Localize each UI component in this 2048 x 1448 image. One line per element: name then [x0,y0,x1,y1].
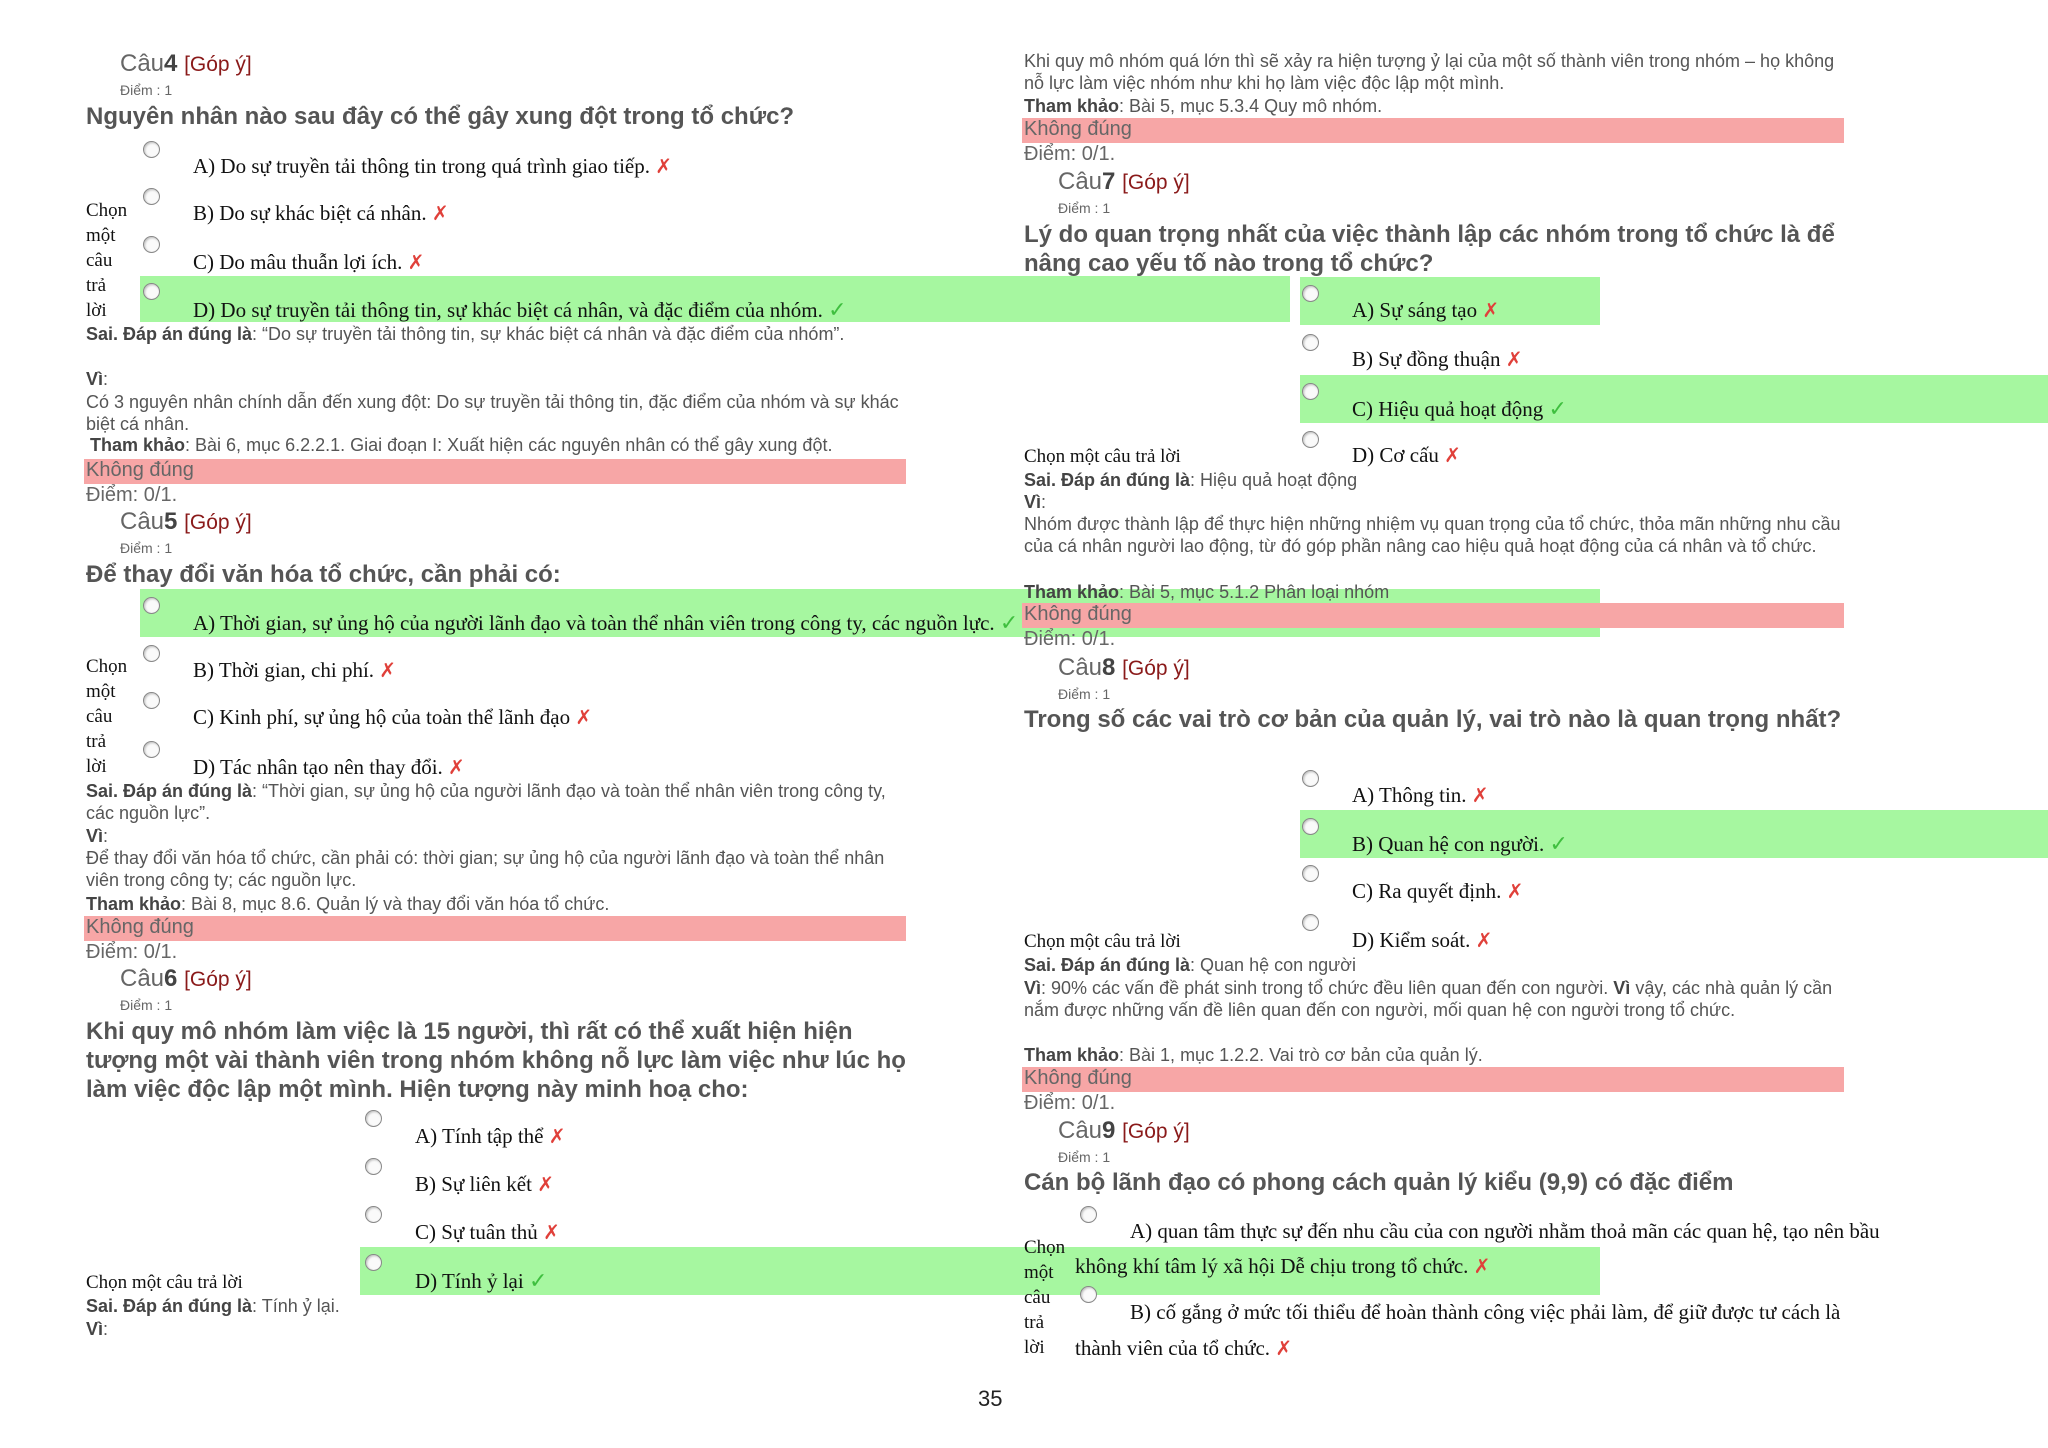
q7-answer-feedback: Sai. Đáp án đúng là: Hiệu quả hoạt động [1024,470,1358,490]
q7-choose-label: Chọn một câu trả lời [1024,446,1181,467]
q4-reference: Tham khảo: Bài 6, mục 6.2.2.1. Giai đoạn I: Xuất hiện các nguyên nhân có thể gây xung đột. [90,435,833,455]
q6-radio-c[interactable] [365,1206,382,1223]
q5-radio-c[interactable] [143,692,160,709]
q7-option-a: A) Sự sáng tạo ✗ [1352,298,1500,322]
q5-number: 5 [164,508,178,535]
q7-radio-d[interactable] [1302,431,1319,448]
q6-result-incorrect: Không đúng [1022,118,1844,143]
wrong-mark-icon: ✗ [1471,785,1489,807]
check-mark-icon: ✓ [1549,831,1568,856]
q9-radio-a[interactable] [1080,1206,1097,1223]
q5-radio-d[interactable] [143,741,160,758]
q4-radio-d[interactable] [143,283,160,300]
q6-option-c: C) Sự tuân thủ ✗ [415,1220,560,1244]
q7-vi-label: Vì: [1024,492,1047,512]
q9-header [1058,1117,1190,1145]
q4-number: 4 [164,50,178,77]
wrong-mark-icon: ✗ [379,660,397,682]
q7-radio-c[interactable] [1302,383,1319,400]
q9-feedback-link[interactable]: [Góp ý] [1122,1120,1190,1143]
q9-option-a: A) quan tâm thực sự đến nhu cầu của con người nhằm thoả mãn các quan hệ, tạo nên bầu [1130,1219,1880,1243]
wrong-mark-icon: ✗ [407,252,425,274]
q5-reference: Tham khảo: Bài 8, mục 8.6. Quản lý và thay đổi văn hóa tổ chức. [86,894,610,914]
q7-option-c: C) Hiệu quả hoạt động ✓ [1352,396,1567,421]
q8-result-incorrect: Không đúng [1022,1067,1844,1092]
q5-choose-label: Chọn một câu trả lời [86,656,128,777]
wrong-mark-icon: ✗ [1473,1256,1491,1278]
q4-answer-feedback: Sai. Đáp án đúng là: “Do sự truyền tải thông tin, sự khác biệt cá nhân và đặc điểm của nhóm”. [86,324,845,344]
page-number: 35 [978,1386,1003,1411]
q9-number: 9 [1102,1117,1116,1144]
wrong-mark-icon: ✗ [1506,881,1524,903]
q5-result-incorrect: Không đúng [84,916,906,941]
q4-cau-label: Câu [120,50,165,77]
wrong-mark-icon: ✗ [537,1174,554,1196]
q8-header [1058,654,1190,682]
q7-feedback-link[interactable]: [Góp ý] [1122,171,1190,194]
q7-explanation: Nhóm được thành lập để thực hiện những nhiệm vụ quan trọng của tổ chức, thỏa mãn những nhu cầu của cá nhân người lao động, từ đó góp phần nâng cao hiệu quả hoạt động của cá nhân và tổ chức. [1024,514,1841,556]
q7-question-title: Lý do quan trọng nhất của việc thành lập các nhóm trong tổ chức là để nâng cao yếu tố nào trong tổ chức? [1024,221,1835,277]
wrong-mark-icon: ✗ [431,203,449,225]
wrong-mark-icon: ✗ [1482,300,1500,322]
q5-question-title: Để thay đổi văn hóa tổ chức, cần phải có: [86,561,561,588]
q4-option-b: B) Do sự khác biệt cá nhân. ✗ [193,201,449,225]
q8-choose-label: Chọn một câu trả lời [1024,931,1181,952]
q6-number: 6 [164,965,178,992]
q4-question-title: Nguyên nhân nào sau đây có thể gây xung đột trong tổ chức? [86,103,795,130]
q8-option-b: B) Quan hệ con người. ✓ [1352,831,1568,856]
q4-explanation: Có 3 nguyên nhân chính dẫn đến xung đột: Do sự truyền tải thông tin, đặc điểm của nhóm và sự khác biệt cá nhân. [86,392,899,434]
wrong-mark-icon: ✗ [1475,930,1493,952]
q4-choose-label: Chọn một câu trả lời [86,200,128,321]
q5-answer-feedback: Sai. Đáp án đúng là: “Thời gian, sự ủng hộ của người lãnh đạo và toàn thể nhân viên trong công ty, các nguồn lực”. [86,781,886,823]
q6-option-b: B) Sự liên kết ✗ [415,1172,554,1196]
q6-reference: Tham khảo: Bài 5, mục 5.3.4 Quy mô nhóm. [1024,96,1383,116]
q4-option-a: A) Do sự truyền tải thông tin trong quá trình giao tiếp. ✗ [193,154,672,178]
q7-radio-a[interactable] [1302,285,1319,302]
q8-option-a: A) Thông tin. ✗ [1352,783,1489,807]
q6-header [120,965,252,993]
q6-vi-label: Vì: [86,1319,109,1339]
q4-vi-label: Vì: [86,369,109,389]
q6-radio-a[interactable] [365,1110,382,1127]
wrong-mark-icon: ✗ [448,757,465,779]
q7-header [1058,168,1190,196]
q8-score: Điểm: 0/1. [1024,1092,1116,1114]
q4-radio-c[interactable] [143,236,160,253]
q8-explanation: Vì: 90% các vấn đề phát sinh trong tổ chức đều liên quan đến con người. Vì vậy, các nhà quản lý cần nắm được những vấn đề liên quan đến con người, mối quan hệ con người trong tổ chức. [1024,978,1833,1020]
q5-option-c: C) Kinh phí, sự ủng hộ của toàn thể lãnh đạo ✗ [193,705,593,729]
q5-score: Điểm: 0/1. [86,941,178,963]
q7-radio-b[interactable] [1302,334,1319,351]
q8-answer-feedback: Sai. Đáp án đúng là: Quan hệ con người [1024,955,1356,975]
q9-points: Điểm : 1 [1058,1149,1111,1165]
q9-choose-label: Chọn một câu trả lời [1024,1237,1066,1358]
q5-radio-b[interactable] [143,645,160,662]
q5-vi-label: Vì: [86,826,109,846]
wrong-mark-icon: ✗ [1444,445,1461,467]
q8-radio-a[interactable] [1302,770,1319,787]
check-mark-icon: ✓ [1548,396,1567,421]
wrong-mark-icon: ✗ [548,1126,566,1148]
q7-points: Điểm : 1 [1058,200,1111,216]
q7-cau-label: Câu [1058,168,1103,195]
q6-question-title: Khi quy mô nhóm làm việc là 15 người, thì rất có thể xuất hiện hiện tượng một vài thành viên trong nhóm không nỗ lực làm việc như lúc họ làm việc độc lập một mình. Hiện tượng này minh hoạ cho: [86,1018,906,1103]
check-mark-icon: ✓ [999,610,1019,635]
q4-score: Điểm: 0/1. [86,484,178,506]
q6-feedback-link[interactable]: [Góp ý] [184,968,252,991]
q8-radio-d[interactable] [1302,914,1319,931]
q4-radio-b[interactable] [143,188,160,205]
q7-option-d: D) Cơ cấu ✗ [1352,443,1461,467]
wrong-mark-icon: ✗ [575,707,593,729]
q5-header [120,508,252,536]
q8-reference: Tham khảo: Bài 1, mục 1.2.2. Vai trò cơ bản của quản lý. [1024,1045,1483,1065]
q8-radio-c[interactable] [1302,865,1319,882]
q4-points: Điểm : 1 [120,82,173,98]
q6-explanation: Khi quy mô nhóm quá lớn thì sẽ xảy ra hiện tượng ỷ lại của một số thành viên trong nhóm – họ không nỗ lực làm việc nhóm như khi họ làm việc độc lập một mình. [1024,51,1835,93]
check-mark-icon: ✓ [528,1268,548,1293]
q4-feedback-link[interactable]: [Góp ý] [184,53,252,76]
q5-cau-label: Câu [120,508,165,535]
q5-points: Điểm : 1 [120,540,173,556]
q6-radio-b[interactable] [365,1158,382,1175]
check-mark-icon: ✓ [828,297,847,322]
q9-question-title: Cán bộ lãnh đạo có phong cách quản lý kiểu (9,9) có đặc điểm [1024,1169,1734,1196]
q4-option-c: C) Do mâu thuẫn lợi ích. ✗ [193,250,425,274]
q6-radio-d[interactable] [365,1254,382,1271]
q4-header [120,50,252,78]
q6-cau-label: Câu [120,965,165,992]
q5-explanation: Để thay đổi văn hóa tổ chức, cần phải có: thời gian; sự ủng hộ của người lãnh đạo và toàn thể nhân viên trong công ty; các nguồn lực. [86,848,885,890]
wrong-mark-icon: ✗ [1275,1338,1293,1360]
q5-option-a: A) Thời gian, sự ủng hộ của người lãnh đạo và toàn thể nhân viên trong công ty, các nguồn lực. ✓ [193,610,1019,635]
q7-score: Điểm: 0/1. [1024,628,1116,650]
q6-option-a: A) Tính tập thể ✗ [415,1124,566,1148]
q4-result-incorrect: Không đúng [84,459,906,484]
q4-radio-a[interactable] [143,141,160,158]
q8-points: Điểm : 1 [1058,686,1111,702]
q6-score: Điểm: 0/1. [1024,143,1116,165]
q7-number: 7 [1102,168,1116,195]
q9-option-a-cont: không khí tâm lý xã hội Dễ chịu trong tổ chức. ✗ [1075,1254,1491,1278]
q7-option-b: B) Sự đồng thuận ✗ [1352,347,1523,371]
q9-radio-b[interactable] [1080,1286,1097,1303]
q8-radio-b[interactable] [1302,818,1319,835]
q5-option-d: D) Tác nhân tạo nên thay đổi. ✗ [193,755,465,779]
q8-option-c: C) Ra quyết định. ✗ [1352,879,1524,903]
q7-reference: Tham khảo: Bài 5, mục 5.1.2 Phân loại nhóm [1024,582,1390,602]
q4-option-d: D) Do sự truyền tải thông tin, sự khác biệt cá nhân, và đặc điểm của nhóm. ✓ [193,297,847,322]
q8-option-d: D) Kiểm soát. ✗ [1352,928,1493,952]
wrong-mark-icon: ✗ [1505,349,1523,371]
q6-option-d: D) Tính ỷ lại ✓ [415,1268,548,1293]
q8-number: 8 [1102,654,1116,681]
q8-cau-label: Câu [1058,654,1103,681]
q8-question-title: Trong số các vai trò cơ bản của quản lý, vai trò nào là quan trọng nhất? [1024,706,1842,733]
q7-result-incorrect: Không đúng [1022,603,1844,628]
q5-feedback-link[interactable]: [Góp ý] [184,511,252,534]
q9-option-b: B) cố gắng ở mức tối thiểu để hoàn thành công việc phải làm, để giữ được tư cách là [1130,1300,1841,1324]
wrong-mark-icon: ✗ [655,156,672,178]
q6-answer-feedback: Sai. Đáp án đúng là: Tính ỷ lại. [86,1296,340,1316]
q6-points: Điểm : 1 [120,997,173,1013]
q5-option-b: B) Thời gian, chi phí. ✗ [193,658,397,682]
q9-option-b-cont: thành viên của tổ chức. ✗ [1075,1336,1293,1360]
q8-feedback-link[interactable]: [Góp ý] [1122,657,1190,680]
q6-choose-label: Chọn một câu trả lời [86,1272,243,1293]
q5-radio-a[interactable] [143,597,160,614]
q9-cau-label: Câu [1058,1117,1103,1144]
wrong-mark-icon: ✗ [543,1222,560,1244]
